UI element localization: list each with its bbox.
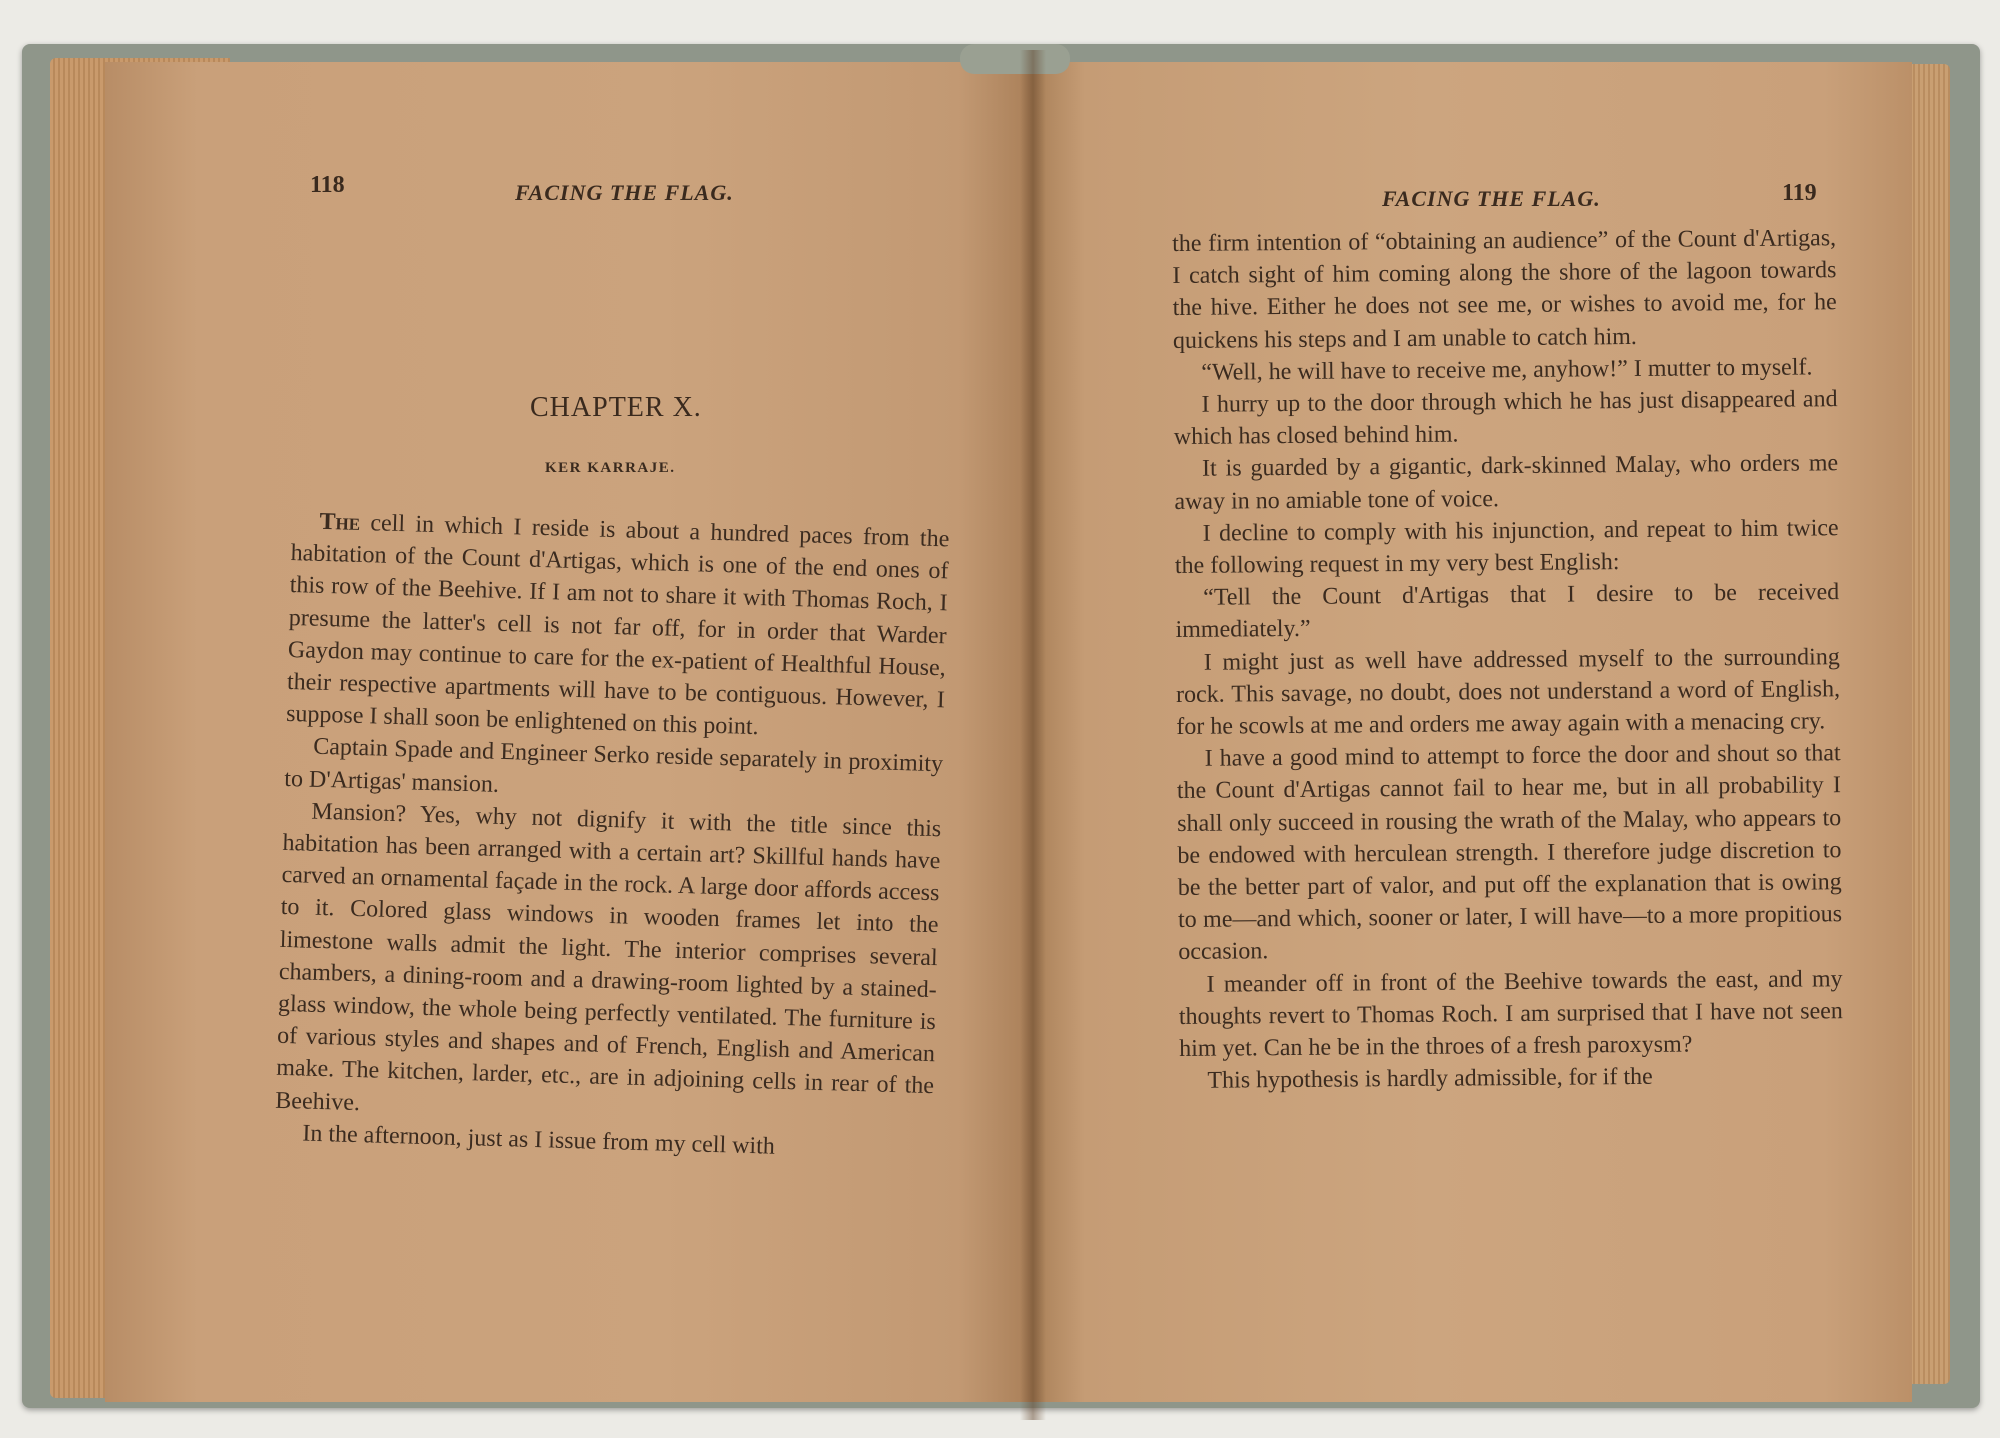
- paragraph: the firm intention of “obtaining an audience” of the Count d'Artigas, I catch sight of him coming along the shore of the lagoon towards the hive. Either he does not see me, or wishes to avoid me, for he quickens his steps and I am unable to catch him.: [1172, 225, 1837, 354]
- paragraph: This hypothesis is hardly admissible, for if the: [1207, 1064, 1653, 1095]
- paragraph: “Well, he will have to receive me, anyhow!” I mutter to myself.: [1201, 354, 1813, 386]
- right-page-text: [1172, 222, 1844, 1097]
- left-running-head: FACING THE FLAG.: [515, 180, 734, 205]
- paragraph: Mansion? Yes, why not dignify it with the title since this habitation has been arranged with a certain art? Skillful hands have carved an ornamental façade in the rock. A large door affords access to it. Colored glass windows in wooden frames let into the limestone walls admit the light. The interior comprises several chambers, a dining-room and a drawing-room lighted by a stained-glass window, the whole being perfectly ventilated. The furniture is of various styles and shapes and of French, English and American make. The kitchen, larder, etc., are in adjoining cells in rear of the Beehive.: [275, 798, 942, 1116]
- paragraph: I might just as well have addressed myself to the surrounding rock. This savage, no doubt, does not understand a word of English, for he scowls at me and orders me away again with a menacing cry.: [1175, 643, 1841, 741]
- paragraph: I hurry up to the door through which he has just disappeared and which has closed behind him.: [1173, 386, 1838, 451]
- paragraph: In the afternoon, just as I issue from my cell with: [302, 1120, 776, 1160]
- paragraph: I have a good mind to attempt to force the door and shout so that the Count d'Artigas cannot fail to hear me, but in all probability I shall only succeed in rousing the wrath of the Malay, who appears to be endowed with herculean strength. I therefore judge discretion to be the better part of valor, and put off the explanation that is owing to me—and which, sooner or later, I will have—to a more propitious occasion.: [1176, 740, 1843, 966]
- chapter-subtitle: KER KARRAJE.: [545, 460, 676, 476]
- paragraph-text: cell in which I reside is about a hundred paces from the habitation of the Count d'Artigas, which is one of the end ones of this row of the Beehive. If I am not to share it with Thomas Roch, I presume the latter's cell is not far off, for in order that Warder Gaydon may continue to care for the ex-patient of Healthful House, their respective apartments will have to be contiguous. However, I suppose I shall soon be enlightened on this point.: [285, 509, 950, 741]
- paragraph: It is guarded by a gigantic, dark-skinned Malay, who orders me away in no amiable tone of voice.: [1174, 450, 1839, 515]
- paragraph: I meander off in front of the Beehive towards the east, and my thoughts revert to Thomas Roch. I am surprised that I have not seen him yet. Can he be in the throes of a fresh paroxysm?: [1178, 965, 1843, 1063]
- right-running-head: FACING THE FLAG.: [1382, 186, 1601, 211]
- paragraph: Captain Spade and Engineer Serko reside separately in proximity to D'Artigas' mansion.: [283, 734, 944, 798]
- book-gutter: [1020, 50, 1046, 1420]
- spine-headband: [960, 44, 1070, 74]
- dropcap-word: The: [319, 508, 361, 536]
- right-page-number: 119: [1782, 180, 1817, 206]
- paragraph: I decline to comply with his injunction, and repeat to him twice the following request in my very best English:: [1174, 515, 1839, 580]
- paragraph: [286, 505, 950, 749]
- left-page-text: [274, 505, 950, 1167]
- paragraph: “Tell the Count d'Artigas that I desire to be received immediately.”: [1175, 579, 1840, 644]
- chapter-title: CHAPTER X.: [530, 392, 702, 423]
- left-page-number: 118: [310, 172, 345, 198]
